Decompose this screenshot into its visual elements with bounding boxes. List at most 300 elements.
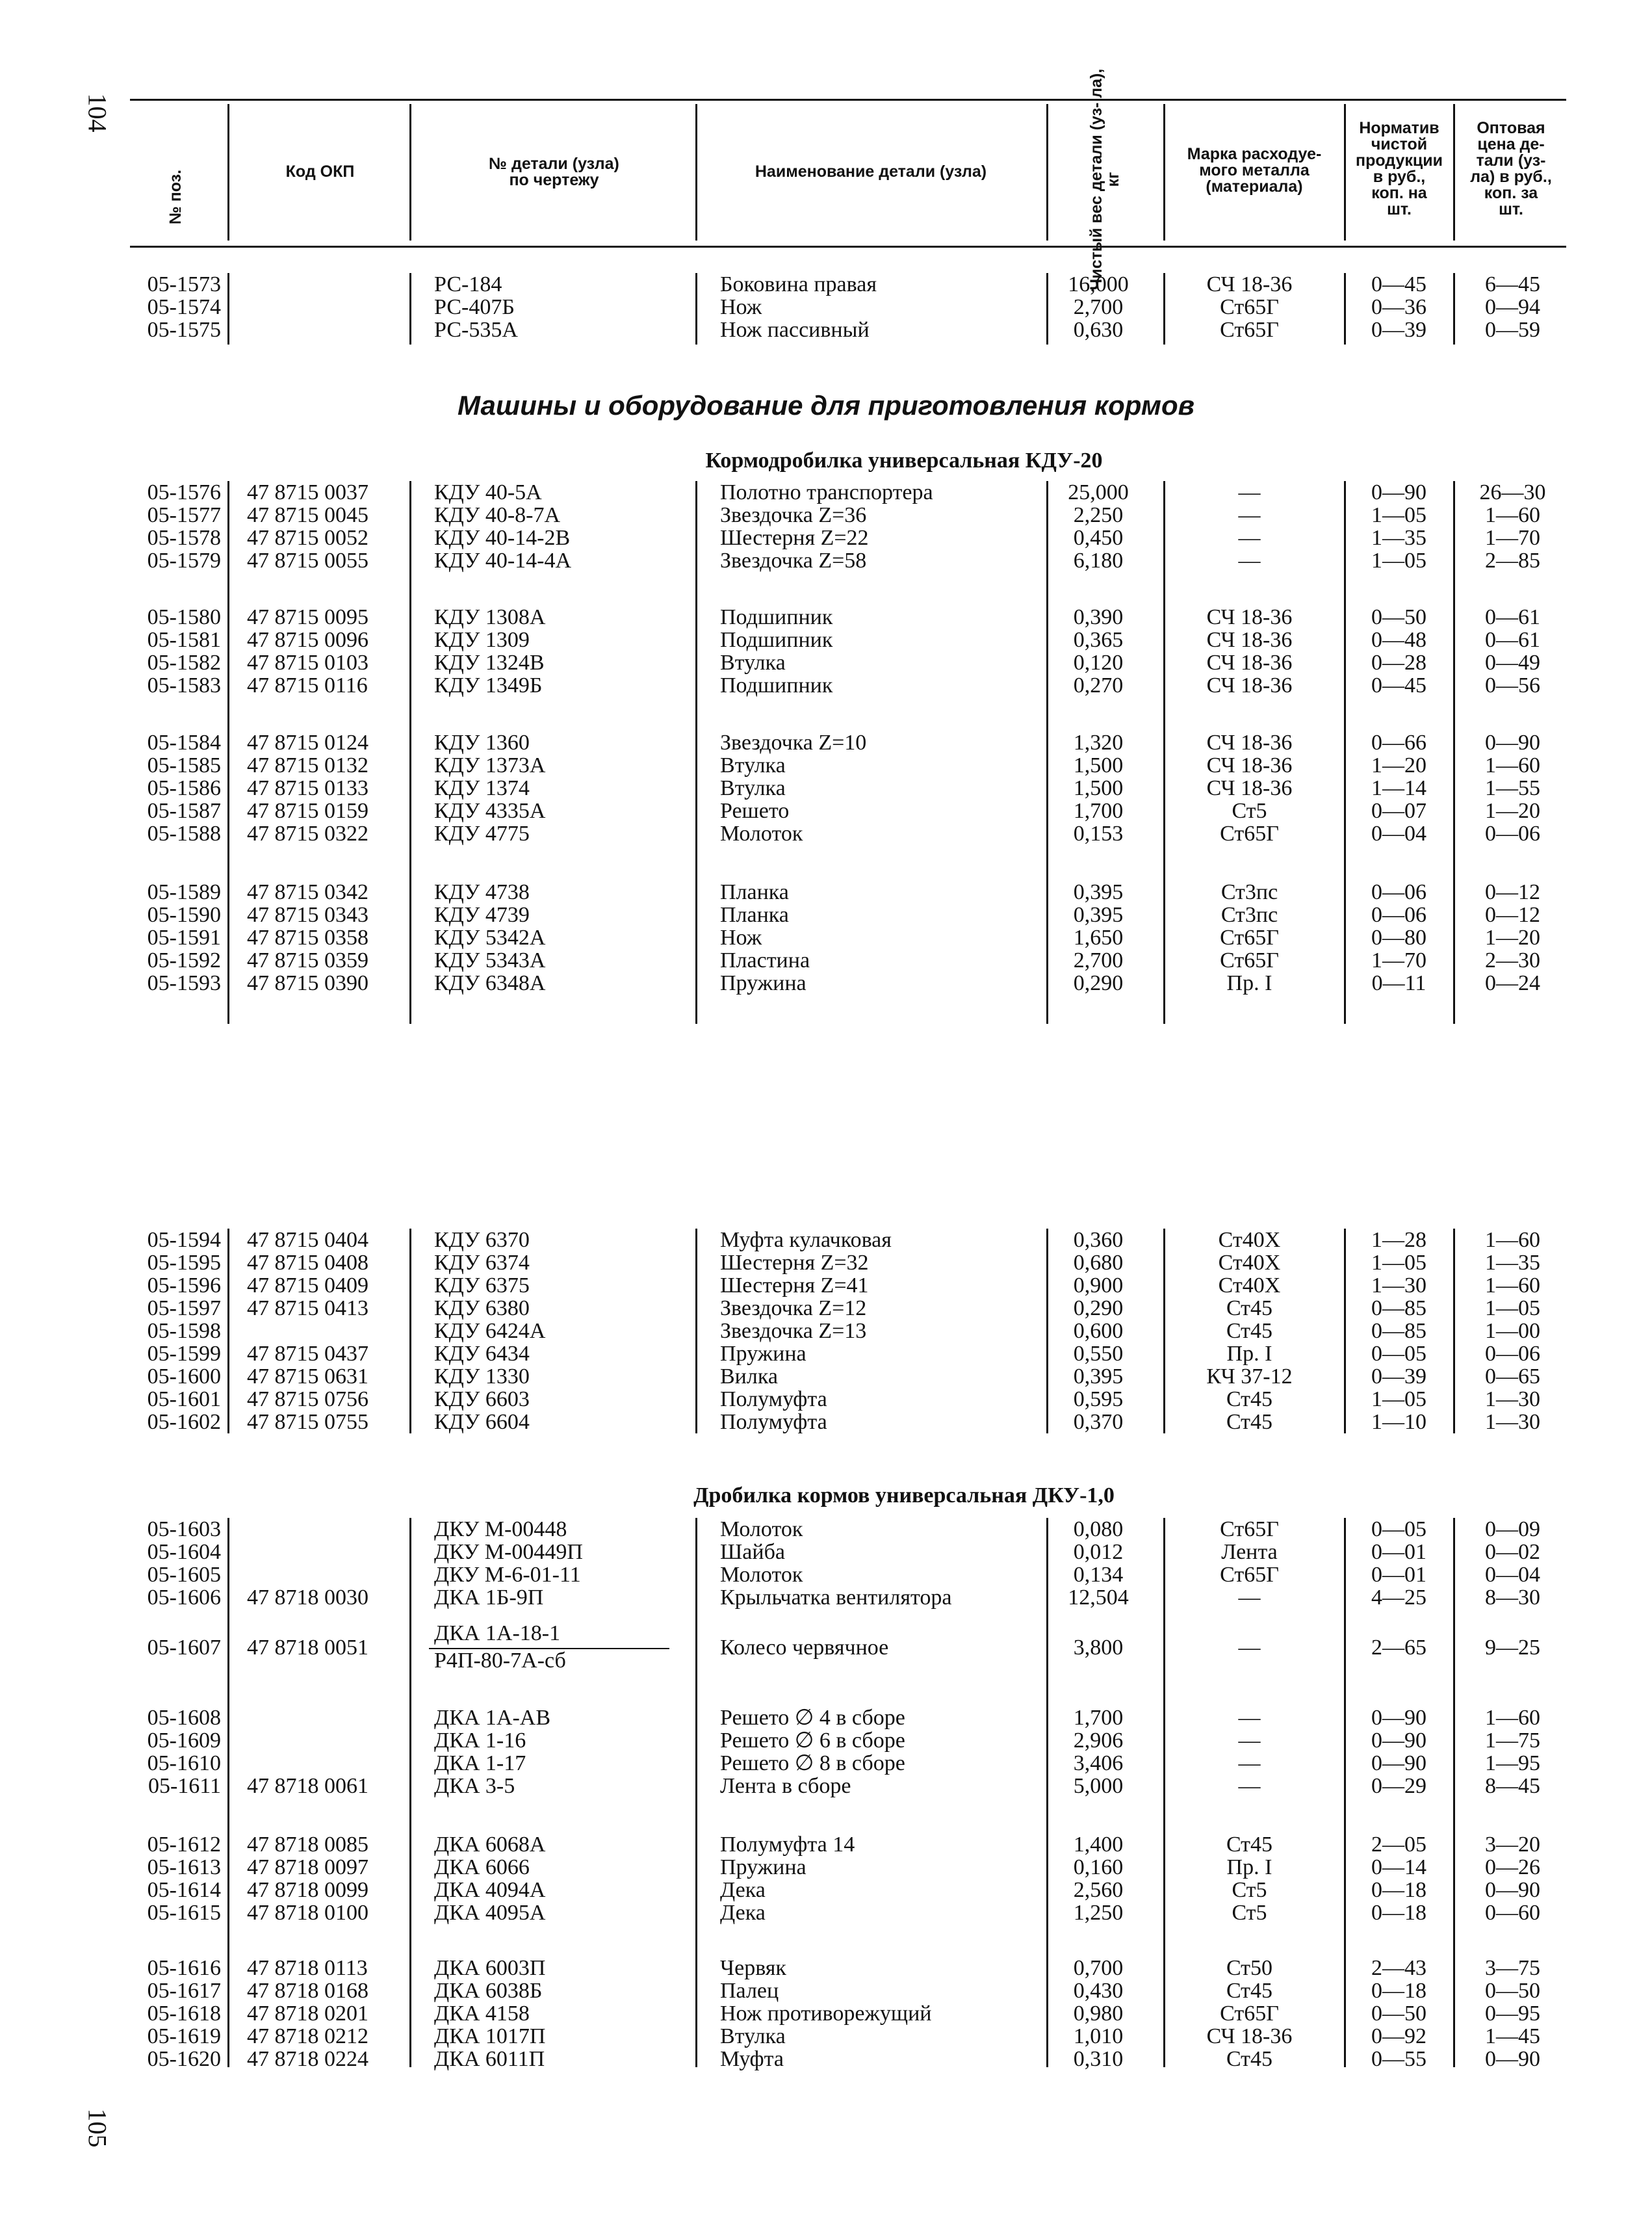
cell-mat: — [1238,503,1261,527]
table-row [0,296,1652,319]
cell-wt: 1,500 [1073,753,1124,777]
table-row [0,1729,1652,1753]
cell-name: Нож пассивный [720,318,870,342]
cell-name: Муфта [720,2047,784,2071]
cell-det: РС-184 [434,272,502,296]
table-row [0,1706,1652,1730]
cell-mat: Ст65Г [1220,822,1279,846]
cell-okp: 47 8718 0097 [247,1855,368,1879]
cell-det: КДУ 6370 [434,1228,530,1252]
cell-okp: 47 8715 0116 [247,673,368,698]
cell-name: Дека [720,1901,766,1925]
cell-pos: 05-1585 [147,753,221,777]
cell-price: 1—35 [1485,1251,1540,1275]
cell-mat: Ст45 [1226,1979,1273,2003]
cell-name: Подшипник [720,673,833,698]
cell-det: ДКА 1А-АВ [434,1706,551,1730]
table-row [0,1229,1652,1252]
cell-wt: 1,700 [1073,799,1124,823]
header-detail [416,156,692,189]
cell-price: 0—59 [1485,318,1540,342]
table-row [0,1563,1652,1587]
cell-det: КДУ 1324В [434,651,545,675]
cell-norm: 0—85 [1371,1319,1426,1343]
cell-det: КДУ 6603 [434,1387,530,1411]
cell-norm: 0—50 [1371,2002,1426,2026]
cell-mat: Пр. I [1226,1855,1272,1879]
cell-name: Дека [720,1878,766,1902]
cell-mat: Ст40Х [1218,1273,1281,1298]
cell-name: Молоток [720,822,803,846]
cell-wt: 0,430 [1073,1979,1124,2003]
cell-wt: 0,680 [1073,1251,1124,1275]
cell-mat: Ст45 [1226,2047,1273,2071]
cell-pos: 05-1573 [147,272,221,296]
cell-pos: 05-1610 [147,1751,221,1775]
cell-norm: 0—05 [1371,1517,1426,1541]
cell-wt: 0,370 [1073,1410,1124,1434]
cell-norm: 0—18 [1371,1979,1426,2003]
cell-det: ДКА 6066 [434,1855,530,1879]
cell-okp: 47 8715 0390 [247,971,368,995]
cell-pos: 05-1595 [147,1251,221,1275]
cell-pos: 05-1574 [147,295,221,319]
header-bottom-rule [130,246,1566,248]
cell-norm: 0—01 [1371,1563,1426,1587]
cell-name: Червяк [720,1956,786,1980]
cell-price: 0—24 [1485,971,1540,995]
cell-pos: 05-1620 [147,2047,221,2071]
cell-name: Пластина [720,948,810,972]
cell-wt: 0,365 [1073,628,1124,652]
cell-det: КДУ 4335А [434,799,546,823]
cell-det: КДУ 4739 [434,903,530,927]
cell-wt: 0,980 [1073,2002,1124,2026]
cell-mat: Ст45 [1226,1833,1273,1857]
cell-mat: — [1238,480,1261,504]
cell-det: КДУ 6604 [434,1410,530,1434]
cell-name: Звездочка Z=12 [720,1296,867,1320]
cell-price: 0—06 [1485,1342,1540,1366]
cell-pos: 05-1584 [147,731,221,755]
cell-pos: 05-1589 [147,880,221,904]
cell-pos: 05-1606 [147,1585,221,1610]
cell-name: Муфта кулачковая [720,1228,892,1252]
cell-okp: 47 8715 0342 [247,880,368,904]
cell-mat: Лента [1221,1540,1278,1564]
cell-okp: 47 8715 0133 [247,776,368,800]
cell-name: Молоток [720,1563,803,1587]
cell-pos: 05-1598 [147,1319,221,1343]
header-price [1456,120,1566,218]
cell-det: КДУ 1360 [434,731,530,755]
cell-wt: 0,153 [1073,822,1124,846]
cell-mat: Ст65Г [1220,948,1279,972]
cell-wt: 0,080 [1073,1517,1124,1541]
cell-name: Полумуфта [720,1387,827,1411]
cell-name: Решето ∅ 6 в сборе [720,1729,905,1753]
cell-pos: 05-1579 [147,549,221,573]
header-norm-line1: Норматив [1359,119,1439,137]
cell-mat: — [1238,1706,1261,1730]
cell-pos: 05-1597 [147,1296,221,1320]
cell-price: 0—12 [1485,903,1540,927]
header-price-line3: тали (уз- [1476,151,1546,170]
table-row [0,1297,1652,1320]
table-row [0,1901,1652,1925]
cell-norm: 1—05 [1371,503,1426,527]
table-row [0,777,1652,800]
cell-wt: 16,000 [1068,272,1129,296]
cell-name: Решето ∅ 8 в сборе [720,1751,905,1775]
cell-det: КДУ 5343А [434,948,546,972]
header-detail-line1: № детали (узла) [489,155,619,173]
table-row [0,504,1652,527]
table-row [0,1342,1652,1366]
header-norm-line4: в руб., [1373,168,1426,186]
cell-pos: 05-1594 [147,1228,221,1252]
cell-name: Звездочка Z=36 [720,503,867,527]
cell-price: 0—61 [1485,605,1540,629]
cell-okp: 47 8718 0224 [247,2047,368,2071]
cell-name: Нож [720,295,762,319]
cell-det2: Р4П-80-7А-сб [434,1649,566,1673]
cell-wt: 0,900 [1073,1273,1124,1298]
table-row [0,481,1652,504]
cell-pos: 05-1591 [147,926,221,950]
cell-mat: Ст65Г [1220,1563,1279,1587]
header-norm-line6: шт. [1387,200,1412,218]
cell-price: 0—09 [1485,1517,1540,1541]
cell-det: КДУ 6424А [434,1319,546,1343]
table-row [0,1979,1652,2003]
cell-mat: СЧ 18-36 [1206,731,1293,755]
cell-price: 0—49 [1485,651,1540,675]
header-norm-line2: чистой [1371,135,1428,153]
cell-name: Пружина [720,971,807,995]
cell-pos: 05-1576 [147,480,221,504]
cell-okp: 47 8715 0045 [247,503,368,527]
cell-price: 1—20 [1485,926,1540,950]
cell-price: 1—60 [1485,753,1540,777]
cell-wt: 0,450 [1073,526,1124,550]
page-number-bottom: 105 [83,2108,112,2148]
cell-mat: СЧ 18-36 [1206,651,1293,675]
cell-det: КДУ 1330 [434,1364,530,1389]
header-sep [1163,104,1165,241]
cell-price: 1—00 [1485,1319,1540,1343]
cell-mat: Пр. I [1226,971,1272,995]
cell-mat: Ст5 [1232,1878,1267,1902]
cell-pos: 05-1618 [147,2002,221,2026]
cell-okp: 47 8715 0408 [247,1251,368,1275]
cell-price: 1—60 [1485,1706,1540,1730]
cell-pos: 05-1614 [147,1878,221,1902]
cell-norm: 0—14 [1371,1855,1426,1879]
cell-price: 3—75 [1485,1956,1540,1980]
page-number-top: 104 [83,93,112,133]
cell-pos: 05-1604 [147,1540,221,1564]
cell-pos: 05-1582 [147,651,221,675]
header-price-line6: шт. [1499,200,1523,218]
table-row [0,881,1652,904]
table-row [0,629,1652,652]
cell-norm: 2—65 [1371,1636,1426,1660]
cell-okp: 47 8718 0168 [247,1979,368,2003]
cell-name: Крыльчатка вентилятора [720,1585,952,1610]
table-row [0,319,1652,342]
cell-mat: Ст65Г [1220,295,1279,319]
table-row [0,949,1652,972]
cell-price: 0—90 [1485,1878,1540,1902]
table-row [0,549,1652,573]
cell-price: 0—26 [1485,1855,1540,1879]
header-sep [695,104,697,241]
cell-mat: Ст65Г [1220,318,1279,342]
cell-pos: 05-1600 [147,1364,221,1389]
cell-okp: 47 8715 0095 [247,605,368,629]
cell-norm: 1—70 [1371,948,1426,972]
cell-okp: 47 8718 0099 [247,1878,368,1902]
cell-pos: 05-1619 [147,2024,221,2048]
cell-name: Втулка [720,776,786,800]
cell-price: 0—50 [1485,1979,1540,2003]
cell-name: Решето ∅ 4 в сборе [720,1706,905,1730]
cell-mat: Ст40Х [1218,1251,1281,1275]
cell-mat: Ст45 [1226,1296,1273,1320]
cell-name: Втулка [720,2024,786,2048]
table-row [0,527,1652,550]
cell-wt: 25,000 [1068,480,1129,504]
cell-name: Подшипник [720,628,833,652]
cell-wt: 1,400 [1073,1833,1124,1857]
cell-price: 0—90 [1485,2047,1540,2071]
header-pos: № поз. [166,169,185,225]
table-row [0,1856,1652,1879]
cell-norm: 0—55 [1371,2047,1426,2071]
cell-wt: 0,390 [1073,605,1124,629]
table-row [0,606,1652,629]
cell-mat: Ст5 [1232,1901,1267,1925]
cell-norm: 0—90 [1371,1706,1426,1730]
cell-price: 1—60 [1485,1273,1540,1298]
cell-norm: 4—25 [1371,1585,1426,1610]
cell-det: КДУ 6434 [434,1342,530,1366]
cell-price: 0—61 [1485,628,1540,652]
cell-okp: 47 8715 0103 [247,651,368,675]
cell-okp: 47 8715 0359 [247,948,368,972]
cell-det: КДУ 1309 [434,628,530,652]
cell-norm: 0—29 [1371,1774,1426,1798]
header-price-line2: цена де- [1477,135,1545,153]
cell-pos: 05-1578 [147,526,221,550]
header-norm [1347,120,1452,218]
cell-mat: Ст3пс [1220,880,1278,904]
cell-price: 1—20 [1485,799,1540,823]
cell-pos: 05-1581 [147,628,221,652]
cell-mat: — [1238,1636,1261,1660]
cell-okp: 47 8715 0358 [247,926,368,950]
cell-pos: 05-1602 [147,1410,221,1434]
cell-mat: СЧ 18-36 [1206,776,1293,800]
cell-okp: 47 8715 0055 [247,549,368,573]
header-material-line2: мого металла [1199,161,1310,179]
cell-wt: 1,650 [1073,926,1124,950]
header-name: Наименование детали (узла) [755,163,987,181]
cell-det: КДУ 1308А [434,605,546,629]
cell-name: Планка [720,880,789,904]
cell-mat: Ст65Г [1220,1517,1279,1541]
cell-okp: 47 8715 0631 [247,1364,368,1389]
cell-det: ДКА 1Б-9П [434,1585,544,1610]
cell-wt: 1,500 [1073,776,1124,800]
cell-wt: 2,560 [1073,1878,1124,1902]
cell-pos: 05-1609 [147,1729,221,1753]
cell-pos: 05-1615 [147,1901,221,1925]
cell-mat: Ст3пс [1220,903,1278,927]
cell-price: 2—85 [1485,549,1540,573]
cell-okp: 47 8718 0212 [247,2024,368,2048]
cell-det: ДКА 4158 [434,2002,530,2026]
cell-norm: 1—28 [1371,1228,1426,1252]
cell-name: Шестерня Z=32 [720,1251,869,1275]
table-row [0,1879,1652,1902]
cell-wt: 6,180 [1073,549,1124,573]
cell-okp: 47 8715 0124 [247,731,368,755]
cell-price: 1—30 [1485,1387,1540,1411]
cell-det: ДКА 4095А [434,1901,546,1925]
cell-okp: 47 8715 0322 [247,822,368,846]
table-row [0,1388,1652,1411]
cell-price: 0—56 [1485,673,1540,698]
cell-mat: — [1238,549,1261,573]
cell-mat: Ст40Х [1218,1228,1281,1252]
cell-pos: 05-1586 [147,776,221,800]
table-row [0,1251,1652,1275]
table-row [0,731,1652,755]
cell-name: Пружина [720,1342,807,1366]
cell-okp: 47 8718 0030 [247,1585,368,1610]
cell-det: КДУ 6375 [434,1273,530,1298]
header-material-line1: Марка расходуе- [1187,145,1322,163]
cell-det: ДКА 1-16 [434,1729,526,1753]
table-row [0,2025,1652,2048]
cell-det: КДУ 1374 [434,776,530,800]
cell-name: Молоток [720,1517,803,1541]
cell-det: КДУ 6348А [434,971,546,995]
cell-okp: 47 8715 0132 [247,753,368,777]
cell-norm: 0—48 [1371,628,1426,652]
cell-okp: 47 8715 0052 [247,526,368,550]
cell-name: Боковина правая [720,272,877,296]
cell-mat: Ст65Г [1220,926,1279,950]
cell-okp: 47 8715 0413 [247,1296,368,1320]
cell-name: Колесо червячное [720,1636,889,1660]
table-row [0,273,1652,296]
cell-pos: 05-1612 [147,1833,221,1857]
cell-norm: 0—07 [1371,799,1426,823]
cell-wt: 0,395 [1073,1364,1124,1389]
cell-wt: 2,700 [1073,948,1124,972]
cell-mat: Ст5 [1232,799,1267,823]
table-row [0,1518,1652,1541]
cell-norm: 0—18 [1371,1901,1426,1925]
cell-pos: 05-1601 [147,1387,221,1411]
table-row [0,1320,1652,1343]
cell-price: 26—30 [1479,480,1546,504]
table-row [0,1586,1652,1610]
cell-name: Звездочка Z=10 [720,731,867,755]
cell-norm: 0—50 [1371,605,1426,629]
cell-det: ДКА 1А-18-1 [434,1621,561,1645]
cell-okp: 47 8718 0100 [247,1901,368,1925]
cell-det: ДКА 4094А [434,1878,546,1902]
cell-mat: СЧ 18-36 [1206,272,1293,296]
cell-okp: 47 8718 0051 [247,1636,368,1660]
cell-mat: — [1238,1751,1261,1775]
cell-mat: СЧ 18-36 [1206,753,1293,777]
cell-norm: 0—90 [1371,480,1426,504]
table-row [0,1621,1652,1673]
table-row [0,754,1652,777]
header-sep [409,104,411,241]
table-row [0,904,1652,927]
cell-name: Подшипник [720,605,833,629]
cell-norm: 0—39 [1371,1364,1426,1389]
table-row [0,1541,1652,1564]
cell-price: 0—60 [1485,1901,1540,1925]
cell-wt: 2,906 [1073,1729,1124,1753]
cell-price: 1—70 [1485,526,1540,550]
cell-det: ДКА 6068А [434,1833,546,1857]
main-title: Машины и оборудование для приготовления кормов [458,390,1194,421]
cell-price: 6—45 [1485,272,1540,296]
cell-norm: 0—01 [1371,1540,1426,1564]
table-row [0,2002,1652,2026]
table-row [0,1957,1652,1980]
section-title-dku: Дробилка кормов универсальная ДКУ-1,0 [693,1483,1115,1507]
cell-name: Звездочка Z=13 [720,1319,867,1343]
cell-wt: 3,406 [1073,1751,1124,1775]
cell-pos: 05-1588 [147,822,221,846]
cell-wt: 1,700 [1073,1706,1124,1730]
cell-price: 9—25 [1485,1636,1540,1660]
cell-det: ДКУ М-00449П [434,1540,583,1564]
cell-wt: 0,160 [1073,1855,1124,1879]
cell-wt: 2,700 [1073,295,1124,319]
cell-pos: 05-1593 [147,971,221,995]
cell-wt: 0,270 [1073,673,1124,698]
cell-price: 1—30 [1485,1410,1540,1434]
cell-price: 0—04 [1485,1563,1540,1587]
cell-name: Втулка [720,651,786,675]
cell-wt: 0,595 [1073,1387,1124,1411]
header-norm-line3: продукции [1355,151,1443,170]
cell-price: 0—02 [1485,1540,1540,1564]
cell-wt: 1,250 [1073,1901,1124,1925]
cell-pos: 05-1599 [147,1342,221,1366]
cell-norm: 0—06 [1371,903,1426,927]
cell-det: КДУ 6374 [434,1251,530,1275]
cell-wt: 0,600 [1073,1319,1124,1343]
cell-norm: 1—14 [1371,776,1426,800]
cell-price: 0—90 [1485,731,1540,755]
cell-price: 8—30 [1485,1585,1540,1610]
cell-pos: 05-1596 [147,1273,221,1298]
cell-price: 1—05 [1485,1296,1540,1320]
table-row [0,1365,1652,1389]
cell-price: 0—95 [1485,2002,1540,2026]
